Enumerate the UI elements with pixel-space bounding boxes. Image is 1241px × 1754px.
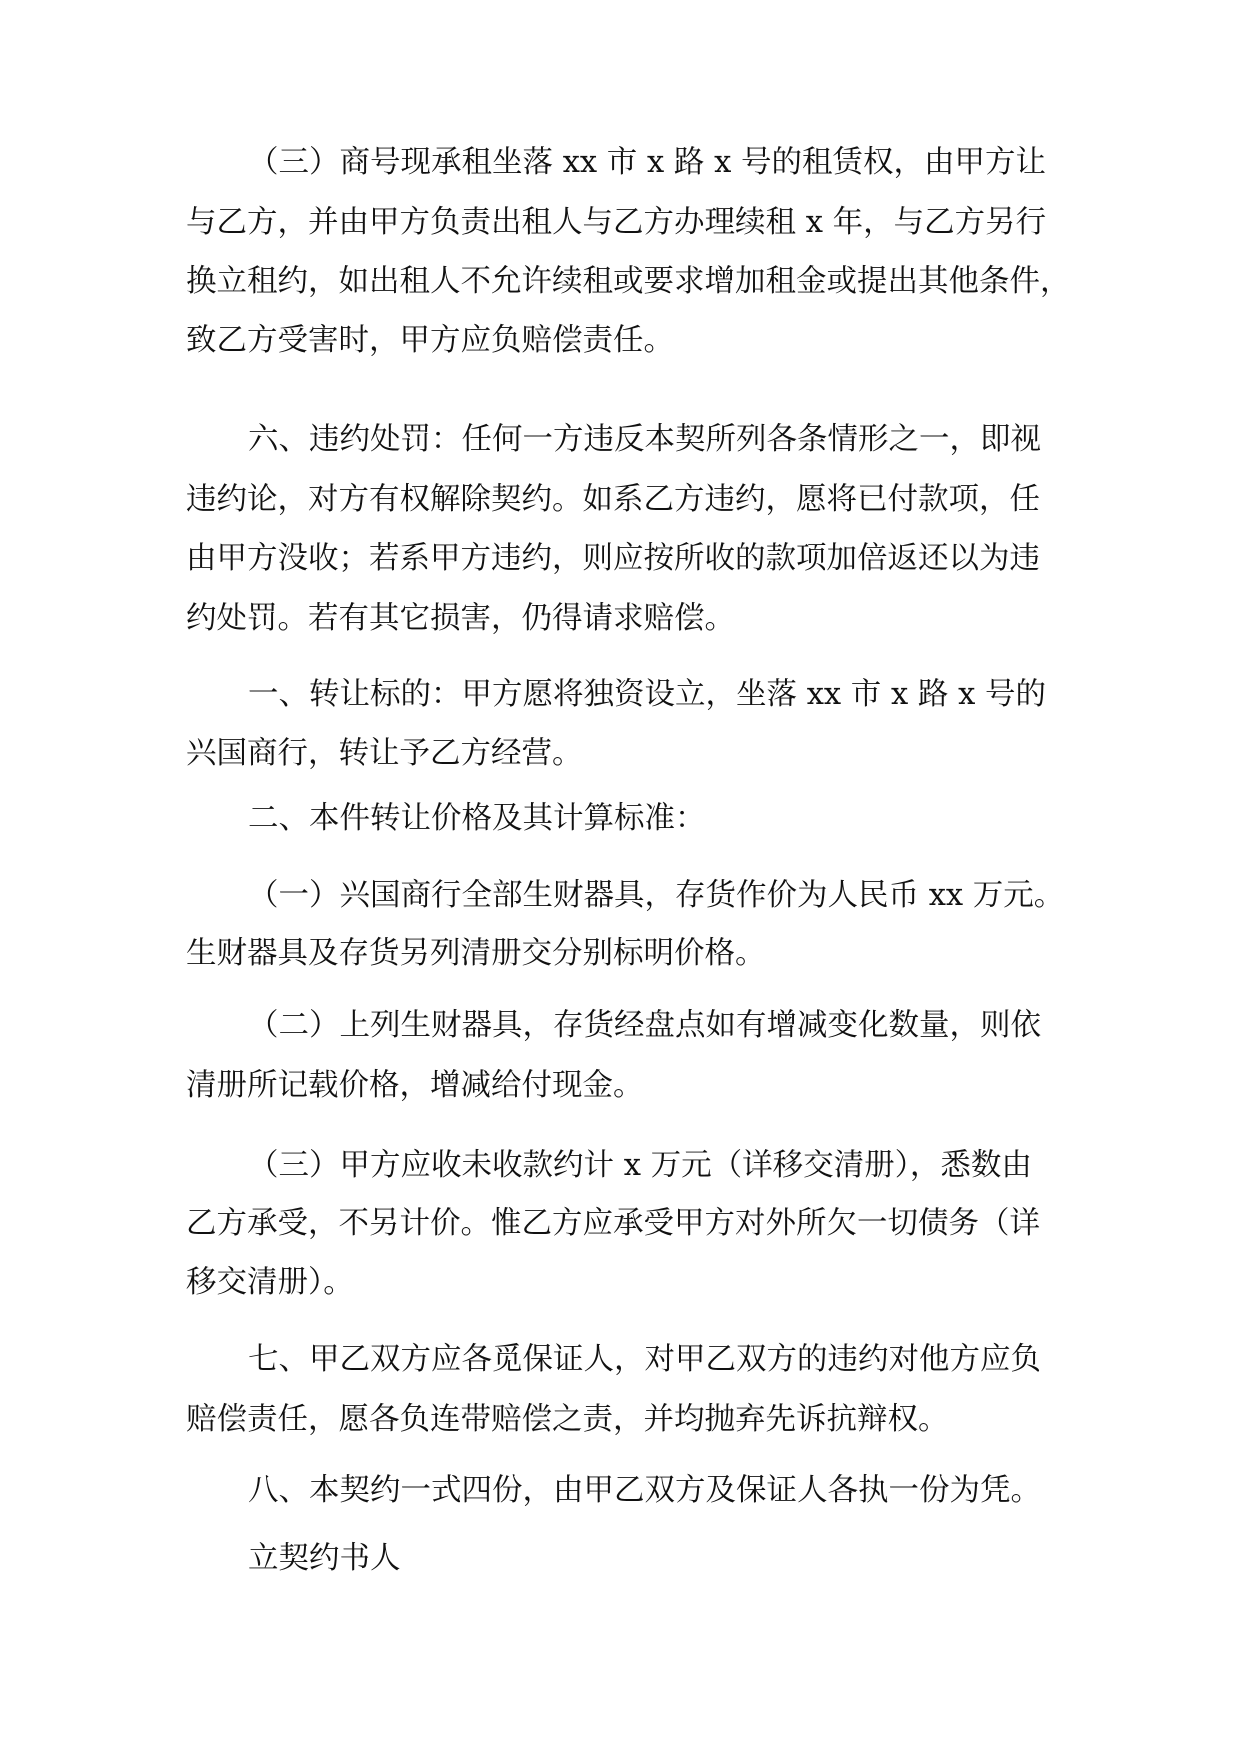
- text-line: 由甲方没收；若系甲方违约，则应按所收的款项加倍返还以为违: [186, 541, 1040, 576]
- text-line: 约处罚。若有其它损害，仍得请求赔偿。: [186, 601, 735, 636]
- text-line: 换立租约，如出租人不允许续租或要求增加租金或提出其他条件，: [186, 264, 1071, 299]
- text-line: （二）上列生财器具，存货经盘点如有增减变化数量，则依: [248, 1008, 1041, 1043]
- text-line: 六、违约处罚：任何一方违反本契所列各条情形之一，即视: [248, 422, 1041, 457]
- text-line: 生财器具及存货另列清册交分别标明价格。: [186, 936, 766, 971]
- text-line: 清册所记载价格，增减给付现金。: [186, 1068, 644, 1103]
- signature-line: 立契约书人: [248, 1541, 401, 1576]
- text-line: 二、本件转让价格及其计算标准：: [248, 801, 706, 836]
- text-line: 违约论，对方有权解除契约。如系乙方违约，愿将已付款项，任: [186, 482, 1040, 517]
- text-line: （一）兴国商行全部生财器具，存货作价为人民币 xx 万元。: [248, 878, 1065, 913]
- text-line: 七、甲乙双方应各觅保证人，对甲乙双方的违约对他方应负: [248, 1342, 1041, 1377]
- text-line: 一、转让标的：甲方愿将独资设立，坐落 xx 市 x 路 x 号的: [248, 677, 1046, 712]
- text-line: 八、本契约一式四份，由甲乙双方及保证人各执一份为凭。: [248, 1473, 1041, 1508]
- text-line: 乙方承受，不另计价。惟乙方应承受甲方对外所欠一切债务（详: [186, 1206, 1040, 1241]
- text-line: 与乙方，并由甲方负责出租人与乙方办理续租 x 年，与乙方另行: [186, 205, 1047, 240]
- text-line: 兴国商行，转让予乙方经营。: [186, 736, 583, 771]
- text-line: 致乙方受害时，甲方应负赔偿责任。: [186, 323, 674, 358]
- text-line: （三）商号现承租坐落 xx 市 x 路 x 号的租赁权，由甲方让: [248, 145, 1046, 180]
- text-line: 移交清册）。: [186, 1265, 354, 1300]
- text-line: 赔偿责任，愿各负连带赔偿之责，并均抛弃先诉抗辩权。: [186, 1402, 949, 1437]
- text-line: （三）甲方应收未收款约计 x 万元（详移交清册），悉数由: [248, 1148, 1032, 1183]
